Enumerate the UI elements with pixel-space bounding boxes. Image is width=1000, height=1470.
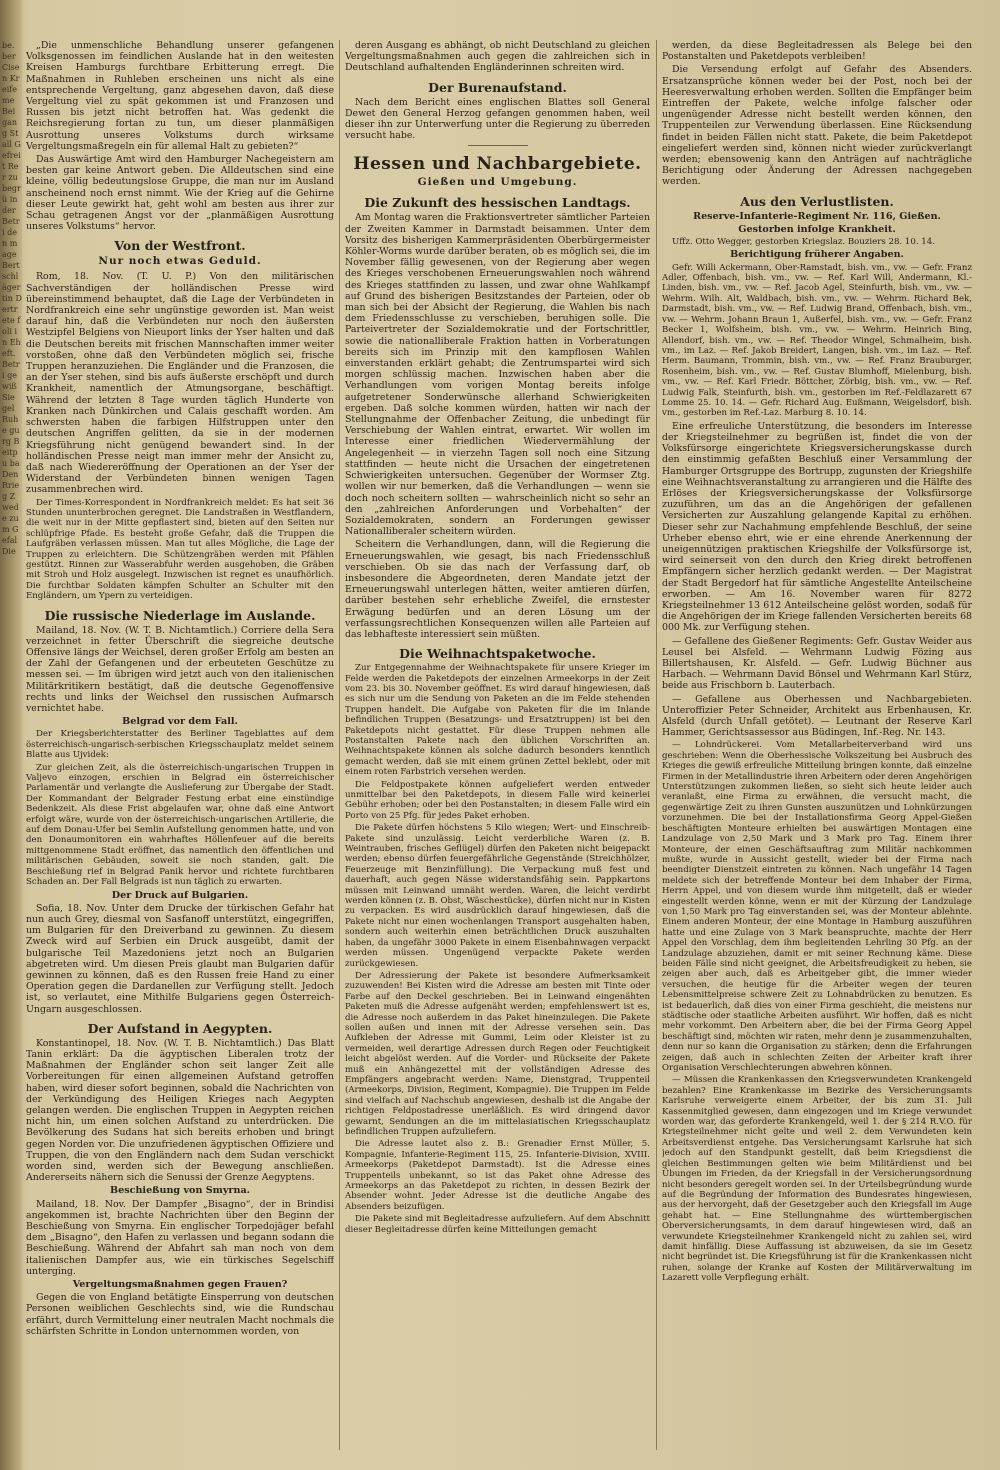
paragraph: „Die unmenschliche Behandlung unserer gefangenen Volksgenossen im feindlichen Auslande hat in den weitesten Kreisen Hamburgs furchtbare Erbitterung erregt. Die Maßnahmen in Ruhleben erscheinen uns nicht als eine entsprechende Vergeltung, ganz abgesehen davon, daß diese Vergeltung viel zu spät gekommen ist und Franzosen und Russen bis jetzt nicht betroffen hat. Was gedenkt die Reichsregierung fortan zu tun, um dieser planmäßigen Ausrottung unseres Volkstums durch wirksame Vergeltungsmaßregeln ein für allemal Halt zu gebieten?“ (26, 40, 334, 152)
column-1 (26, 40, 334, 1460)
paragraph: Zur Entgegennahme der Weihnachtspakete für unsere Krieger im Felde werden die Paketdepots der einzelnen Armeekorps in der Zeit vom 23. bis 30. November geöffnet. Es wird darauf hingewiesen, daß es sich nur um die Sendung von Paketen an die im Felde stehenden Truppen handelt. Die Aufgabe von Paketen für die im Inlande befindlichen Truppen (Besatzungs- und Ersatztruppen) ist bei den Paketdepots nicht gestattet. Für diese Truppen nehmen alle Postanstalten Pakete nach den üblichen Vorschriften an. Weihnachtspakete können als solche dadurch besonders kenntlich gemacht werden, daß sie mit einem grünen Zettel beklebt, oder mit einem roten Farbstrich versehen werden. (345, 663, 650, 778)
subheadline-regiment: Reserve-Infanterie-Regiment Nr. 116, Gießen. (693, 210, 941, 222)
paragraph: — Gefallene aus Oberhessen und Nachbargebieten. Unteroffizier Peter Schneider, Architekt aus Erbenhausen, Kr. Alsfeld (durch Unfall getötet). — Leutnant der Reserve Karl Hammer, Gerichtsassessor aus Büdingen, Inf.-Reg. Nr. 143. (662, 693, 972, 739)
paragraph: Gefr. Willi Ackermann, Ober-Ramstadt, bish. vm., vw. — Gefr. Franz Adler, Offenbach, bish. vm., vw. — Ref. Karl Will, Andermann, Kl.-Linden, bish. vm., vw. — Ref. Jacob Agel, Steinfurth, bish. vm., vw. — Wehrm. Wilh. Alt, Waldbach, bish. vm., vw. — Wehrm. Richard Bek, Darmstadt, bish. vm., vw. — Ref. Ludwig Brand, Offenbach, bish. vm., vw. — Wehrm. Johann Braun 1, Außerfel, bish. vm., vw. — Gefr. Franz Becker 1, Wolfsheim, bish. vm., vw. — Wehrm. Heinrich Bing, Allendorf, bish. vm., vw. — Ref. Theodor Wingel, Schmalheim, bish. vm., im Laz. — Ref. Jakob Breidert, Langen, bish. vm., im Laz. — Ref. Herm. Baumann, Trommin, bish. vm., vw. — Ref. Franz Brauburger, Rosenheim, bish. vm., vw. — Ref. Gustav Blumhoff, Mielenburg, bish. vm., vw. — Ref. Karl Friedr. Böttcher, Zörbig, bish. vm., vw. — Ref. Ludwig Falk, Steinfurth, bish. vm., gestorben im Ref.-Feldlazarett 67 Lomme 25. 10. 14. — Gefr. Richard Aug. Eußmann, Weigelsdorf, bish. vm., gestorben im Ref.-Laz. Marburg 8. 10. 14. (662, 262, 972, 419)
paragraph: — Lohndrückerei. Vom Metallarbeiterverband wird uns geschrieben: Wenn die Oberhessische Volkszeitung bei Ausbruch des Krieges die gewiß erfreuliche Mitteilung bringen konnte, daß einzelne Firmen in der Metallindustrie ihren Arbeitern oder deren Angehörigen Unterstützungen zukommen ließen, so sieht sich heute leider auch veranlaßt, eine Firma zu erwähnen, die versucht macht, die gegenwärtige Zeit zu ihren Gunsten auszunützen und Lohnkürzungen vorzunehmen. Die bei der Installationsfirma Georg Appel-Gießen beschäftigten Monteure erhielten bei auswärtigen Montagen eine Landzulage von 2,50 Mark und 3 Mark pro Tag. Einem ihrer Monteure, der einen Geschäftsauftrag zum Militär nachkommen mußte, wurde in Aussicht gestellt, wieder bei der Firma nach beendigter Dienstzeit eintreten zu können. Nach ungefähr 14 Tagen meldete sich der betreffende Monteur bei dem Inhaber der Firma, Herrn Appel, und von diesem wurde ihm mitgeteilt, daß er wieder eingestellt werden könne, wenn er mit der Kürzung der Landzulage von 1,50 Mark pro Tag einverstanden sei, was der Monteur ablehnte. Einem anderen Monteur, der eine Montage in Hamburg auszuführen hatte und eine Zulage von 3 Mark beanspruchte, machte der Herr Appel den Vorschlag, dem ihm begleitenden Lehrling 30 Pfg. an der Landzulage abzuziehen, damit er mit seiner Rechnung käme. Diese beiden Fälle sind nicht geeignet, die Arbeitsfreudigkeit zu heben, sie zeigen aber auch, daß es Arbeitgeber gibt, die immer wieder versuchen, die heutige für die Arbeiter wegen der teuren Lebensmittelpreise schwere Zeit zu Lohnabdrücken zu benutzen. Es ist bedauerlich, daß dies von einer Firma geschieht, die meistens nur städtische oder staatliche Arbeiten ausführt. Wir hoffen, daß es nicht mehr vorkommt. Den Arbeitern aber, die bei der Firma Georg Appel beschäftigt sind, möchten wir raten, mehr denn je zusammenzuhalten, denn nur so kann die Organisation zu stärken; denn die Erfahrungen zeigen, daß auch in schlechten Zeiten der Arbeiter kraft ihrer Organisation Verschlechterungen abwehren können. (662, 740, 972, 1074)
paragraph: Der Adressierung der Pakete ist besondere Aufmerksamkeit zuzuwenden! Bei Kisten wird die Adresse am besten mit Tinte oder Farbe auf den Deckel geschrieben. Bei in Leinwand eingenähten Paketen muß die Adresse aufgenäht werden; empfehlenswert ist es, die Adresse noch außerdem in das Paket hineinzulegen. Die Pakete sollen außen und innen mit der Adresse versehen sein. Das Aufkleben der Adresse mit Gummi, Leim oder Kleister ist zu vermeiden, weil derartige Adressen durch Regen oder Feuchtigkeit leicht abgelöst werden. Auf die Vorder- und Rückseite der Pakete muß ein Anhängezettel mit der vollständigen Adresse des Empfängers angebracht werden: Name, Dienstgrad, Truppenteil (Armeekorps, Division, Regiment, Kompagnie). Die Truppen im Felde sind vielfach auf Nachschub angewiesen, deshalb ist die Angabe der richtigen Feldpostadresse unerläßlich. Es wird dringend davor gewarnt, Sendungen an die im mittelasiatischen Kriegsschauplatz befindlichen Truppen aufzuliefern. (345, 970, 650, 1138)
subheadline-died-illness: Gestorben infolge Krankheit. (738, 223, 896, 235)
paragraph: — Müssen die Krankenkassen den Kriegsverwundeten Krankengeld bezahlen? Eine Krankenkasse im Bezirke des Versicherungsamts Karlsruhe verweigerte einem Arbeiter, der bis zum 31. Juli Kassenmitglied gewesen, dann eingezogen und im Kriege verwundet worden war, das geforderte Krankengeld, weil 1. der § 214 R.V.O. für Kriegsteilnehmer nicht gelte und weil 2. dem Verwundeten kein Arbeitsverdienst entgehe. Das Versicherungsamt Karlsruhe hat sich jedoch auf den Standpunkt gestellt, daß beim Kriegsdienst die gleichen Bestimmungen gelten wie beim Militärdienst und bei Übungen im Frieden, da der Kriegsfall in der Versicherungsordnung nicht besonders geregelt worden sei. In der Urteilsbegründung wurde auf die Begründung der Information des Bundesrates hingewiesen, aus der hervorgeht, daß der Gesetzgeber auch den Kriegsfall im Auge gehabt hat. — Eine Stellungnahme des württembergischen Oberversicherungsamts, in dem darauf hingewiesen wird, daß an verwundete Kriegsteilnehmer Krankengeld nicht zu zahlen sei, wird damit hinfällig. Diese Auffassung ist abzuweisen, da sie im Gesetz nicht begründet ist. Die Kriegsführung ist für die Krankenkassen nicht ruhen, solange der Kranke auf Kosten der Militärverwaltung im Lazarett volle Verpflegung erhält. (662, 1075, 972, 1284)
paragraph: Uffz. Otto Wegger, gestorben Kriegslaz. Bouziers 28. 10. 14. (672, 237, 935, 248)
paragraph: Zur gleichen Zeit, als die österreichisch-ungarischen Truppen in Valjevo einzogen, erschien in Belgrad ein österreichischer Parlamentär und verlangte die Auslieferung zur Übergabe der Stadt. Der Kommandant der Belgrader Festung erbat eine einstündige Bedenkzeit. Als diese Frist abgelaufen war, ohne daß eine Antwort erfolgt wäre, wurde von der österreichisch-ungarischen Artillerie, die auf dem Donau-Ufer bei Semlin Aufstellung genommen hatte, und von den Donaumonitoren ein wahrhaftes Höllenfeuer auf die bereits mittgenommene Stadt eröffnet, das namentlich den öffentlichen und militärischen Gebäuden, soweit sie noch standen, galt. Die Beschießung rief in Belgrad Panik hervor und richtete furchtbaren Schaden an. Der Fall Belgrads ist nun täglich zu erwarten. (26, 762, 334, 888)
binding-edge (0, 0, 22, 1470)
column-rule-1 (339, 40, 340, 1450)
subheadline-westfront: Nur noch etwas Geduld. (98, 255, 262, 268)
headline-belgrade: Belgrad vor dem Fall. (122, 716, 238, 728)
paragraph: Die Pakete dürfen höchstens 5 Kilo wiegen; Wert- und Einschreib-Pakete sind unzulässig. Leicht verderbliche Waren (z. B. Weintrauben, frisches Geflügel) dürfen den Paketen nicht beigepackt werden; ebenso dürfen feuergefährliche Gegenstände (Streichhölzer, Feuerzeuge mit Benzinfüllung). Die Verpackung muß fest und dauerhaft, auch gegen Nässe widerstandsfähig sein. Pappkartons müssen mit Leinwand umnäht werden. Waren, die leicht verdirbt werden können (z. B. Obst, Wäschestücke), dürfen nicht nur in Kisten zu verpacken. Es wird ausdrücklich darauf hingewiesen, daß die Pakete nicht nur einen wochenlangen Transport ausgehalten haben, sondern auch weiterhin einen beträchtlichen Druck auszuhalten haben, da ungefähr 3000 Pakete in einem Eisenbahnwagen verpackt werden müssen. Ungenügend verpackte Pakete werden zurückgewiesen. (345, 823, 650, 969)
paragraph: Mailand, 18. Nov. Der Dampfer „Bisagno“, der in Brindisi angekommen ist, brachte Nachrichten über den Beginn der Beschießung von Smyrna. Ein englischer Torpedojäger befahl dem „Bisagno“, den Hafen zu verlassen und begann sodann die Beschießung. Während der Abfahrt sah man noch von dem italienischen Dampfer aus, wie ein türkisches Segelschiff unterging. (26, 1198, 334, 1277)
paragraph: Nach dem Bericht eines englischen Blattes soll General Dewet den General Herzog gefangen genommen haben, weil dieser ihn zur Unterwerfung unter die Regierung zu überreden versucht habe. (345, 96, 650, 142)
headline-casualty-lists: Aus den Verlustlisten. (740, 193, 894, 209)
headline-women: Vergeltungsmaßnahmen gegen Frauen? (72, 1279, 288, 1290)
paragraph: Mailand, 18. Nov. (W. T. B. Nichtamtlich.) Corriere della Sera verzeichnet in fetter Überschrift die siegreiche deutsche Offensive längs der Weichsel, deren großer Erfolg am besten an der Zahl der Gefangenen und der erbeuteten Geschütze zu messen sei. — Im übrigen wird jetzt auch von den italienischen Militärkritikern bestätigt, daß die deutsche Gegenoffensive rechts und links der Weichsel den russischen Aufmarsch vernichtet habe. (26, 624, 334, 714)
headline-westfront: Von der Westfront. (114, 238, 246, 254)
headline-egypt: Der Aufstand in Aegypten. (87, 1020, 273, 1036)
paragraph: Gegen die von England betätigte Einsperrung von deutschen Personen weiblichen Geschlechts sind, wie die Rundschau erfährt, durch Vermittelung einer neutralen Macht nochmals die schärfsten Schritte in London unternommen worden, von (26, 1292, 334, 1337)
headline-landtag: Die Zukunft des hessischen Landtags. (364, 195, 631, 211)
paragraph: Die Versendung erfolgt auf Gefahr des Absenders. Ersatzansprüche können weder bei der Post, noch bei der Heeresverwaltung erhoben werden. Sollten die Empfänger beim Eintreffen der Pakete, welche infolge falscher oder ungenügender Adresse nicht bestellt werden können, den Truppenteilen zur Verwendung überlassen. Eine Rücksendung findet in beiden Fällen nicht statt. Pakete, die beim Paketdepot eingeliefert werden sind, können nicht wieder zurückverlangt werden; ebensowenig kann den Anträgen auf nachträgliche Berichtigung oder Änderung der Adressen nachgegeben werden. (662, 64, 972, 188)
section-subheadline-giessen: Gießen und Umgebung. (417, 176, 578, 189)
paragraph: Die Adresse lautet also z. B.: Grenadier Ernst Müller, 5. Kompagnie, Infanterie-Regiment 115, 25. Infanterie-Division, XVIII. Armeekorps (Paketdepot Darmstadt). Ist die Adresse eines Truppenteils unbekannt, so ist das Paket ohne Adresse des Armeekorps an das Paketdepot zu richten, in dessen Bezirk der Absender wohnt. Jeder Adresse ist die deutliche Angabe des Absenders beizufügen. (345, 1139, 650, 1212)
paragraph: Eine erfreuliche Unterstützung, die besonders im Interesse der Kriegsteilnehmer zu begrüßen ist, findet die von der Volksfürsorge eingerichtete Kriegsversicherungskasse durch den einstimmig gefaßten Beschluß einer Versammlung der Hamburger Ortsgruppe des Bortrupp, zugunsten der Kriegshilfe eine Weihnachtsveranstaltung zu arrangieren und die Hälfte des Erlöses der Kriegsversicherungskasse der Volksfürsorge zuzuführen, um das an die Angehörigen der gefallenen Versicherten zur Auszahlung gelangende Kapital zu erhöhen. Dieser sehr zur Nachahmung empfehlende Beschluß, der seine Urheber ebenso ehrt, wie er eine ehrende Anerkennung der uneigennützigen praktischen Kriegshilfe der Volksfürsorge ist, wird seinerseit von den durch den Krieg direkt betroffenen Empfängern sicher herzlich gedankt werden. — Der Magistrat der Stadt Bergedorf hat für sämtliche Angestellte Anteilscheine erworben. — Am 16. November waren für 8272 Kriegsteilnehmer 13 612 Anteilscheine gelöst worden, sodaß für die Angehörigen der im Kriege fallenden Versicherten bereits 68 000 Mk. zur Verfügung stehen. (662, 420, 972, 634)
headline-smyrna: Beschießung von Smyrna. (110, 1185, 250, 1197)
paragraph: werden, da diese Begleitadressen als Belege bei den Postanstalten und Paketdepots verbleiben! (662, 40, 972, 63)
paragraph: Der Times-Korrespondent in Nordfrankreich meldet: Es hat seit 36 Stunden ununterbrochen geregnet. Die Landstraßen in Westflandern, die weit nur in der Mitte gepflastert sind, bieten auf den Seiten nur schlüpfrige Pfade. Es besteht große Gefahr, daß die Truppen die Laufgräben verlassen müssen. Man tut alles Mögliche, die Lage der Truppen zu erleichtern. Die Schützengräben werden mit Pfählen gestützt. Rinnen zur Wasserabfuhr werden ausgehoben, die Gräben mit Stroh und Holz ausgelegt. Inzwischen ist regnet es unaufhörlich. Die furchtbar Soldaten kämpfen Schulter an Schulter mit den Engländern, um Ypern zu verteidigen. (26, 497, 334, 602)
subheadline-corrections: Berichtigung früherer Angaben. (730, 249, 904, 261)
headline-bulgaria: Der Druck auf Bulgarien. (111, 889, 249, 901)
paragraph: Die Feldpostpakete können aufgeliefert werden entweder unmittelbar bei den Paketdepots, in diesem Falle wird keinerlei Gebühr erhoben; oder bei den Postanstalten; in diesem Falle wird ein Porto von 25 Pfg. für jedes Paket erhoben. (345, 779, 650, 821)
paragraph: Scheitern die Verhandlungen, dann, will die Regierung die Erneuerungswahlen, wie gesagt, bis nach Friedensschluß verschieben. Ob sie das nach der Verfassung darf, ob insbesondere die Abgeordneten, deren Mandate jetzt der Erneuerungswahl unterlegen hätten, weiter amtieren dürfen, darüber bestehen sehr erhebliche Zweifel, die ernstester Erwägung bedürfen und an deren Lösung um der verfassungsrechtlichen Konsequenzen willen alle Parteien auf das lebhafteste interessiert sein müßten. (345, 539, 650, 640)
paragraph: Das Auswärtige Amt wird den Hamburger Nachegeistern am besten gar keine Antwort geben. Die Alldeutschen sind eine kleine, völlig bedeutungslose Gruppe, die man nur im Ausland anscheinend noch ernst nimmt. Wie der Krieg auf die Gehirne dieser Leute gewirkt hat, geht wohl am besten aus ihrer zur Schau getragenen Angst vor der „planmäßigen Ausrottung unseres Volkstums“ hervor. (26, 154, 334, 233)
column-rule-2 (656, 40, 657, 1450)
column-2 (345, 40, 650, 1460)
paragraph: deren Ausgang es abhängt, ob nicht Deutschland zu gleichen Vergeltungsmaßnahmen auch gegen die zahlreichen sich in Deutschland aufhaltenden Engländerinnen schreiten wird. (345, 40, 650, 74)
paragraph: Der Kriegsberichterstatter des Berliner Tageblattes auf dem österreichisch-ungarisch-serbischen Kriegsschauplatz meldet seinem Blatte aus Ujvidek: (26, 729, 334, 761)
paragraph: Am Montag waren die Fraktionsvertreter sämtlicher Parteien der Zweiten Kammer in Darmstadt beisammen. Unter dem Vorsitz des bisherigen Kammerpräsidenten Oberbürgermeister Köhler-Worms wurde darüber beraten, ob es möglich sei, die im November fällig gewesenen, von der Regierung aber wegen des Krieges verschobenen Erneuerungswahlen noch während des Krieges stattfinden zu lassen, und zwar ohne Wahlkampf auf Grund des bisherigen Besitzstandes der Parteien, oder ob man sich bei der Absicht der Regierung, die Wahlen bis nach dem Friedensschlusse zu verschieben, beruhigen solle. Die Parteivertreter der Sozialdemokratie und der Fortschrittler, sowie die nationalliberale Fraktion hatten in Vorberatungen bereits sich im Prinzip mit den kampflosen Wahlen einverstanden erklärt gehabt; die Zentrumspartei wird sich morgen schlüssig machen. Inzwischen haben aber die Verhandlungen vom vorigen Montag bereits infolge aufgetretener Sonderwünsche allerhand Schwierigkeiten ergeben. Daß solche kommen würden, hatten wir nach der Stellungnahme der Offenbacher Zeitung, die unbedingt für Verschiebung der Wahlen eintrat, erwartet. Wir wollen im Interesse einer friedlichen Wiedervermählung der Angelegenheit — in vierzehn Tagen soll noch eine Sitzung stattfinden — heute nicht die Ursachen der eingetretenen Schwierigkeiten untersuchen. Gegenüber der Wormser Ztg. wollen wir nur bemerken, daß die Verhandlungen — wenn sie doch noch scheitern sollten — wahrscheinlich nicht so sehr an den „zahlreichen Anforderungen und Vorbehalten“ der Sozialdemokraten, sondern an Forderungen gewisser Nationalliberaler scheitern würden. (345, 212, 650, 538)
paragraph: Sofia, 18. Nov. Unter dem Drucke der türkischen Gefahr hat nun auch Grey, diesmal von Sasfanoff unterstützt, eingegriffen, um Bulgarien für den Dreiverband zu gewinnen. Zu diesem Zweck wird auf Serbien ein Druck ausgeübt, damit der bulgarische Teil Mazedoniens jetzt noch an Bulgarien abgetreten wird. Um diesen Preis glaubt man Bulgarien dafür gewinnen zu können, daß es den Russen freie Hand zu einer Operation gegen die Dardanellen zur Verfügung stellt. Jedoch ist, so verlautet, eine Mithilfe Bulgariens gegen Österreich-Ungarn ausgeschlossen. (26, 902, 334, 1015)
spine-text: be. ber Cisen Kreife me Bei gang Stall Gefreit Rer zu begrü in der Betri den mage Bertschläger tin Dertrete foli in Eheft. Betri gewiß Sie gel Ruhe gurg Beitpu ba Den Rrieg Zwede zum Gefal Die (2, 41, 22, 556)
column-3 (662, 40, 972, 1460)
paragraph: Rom, 18. Nov. (T. U. P.) Von den militärischen Sachverständigen der holländischen Presse wird übereinstimmend behauptet, daß die Lage der Verbündeten in Nordfrankreich eine sehr ungünstige geworden ist. Man weist darauf hin, daß die Verbündeten nur noch den äußersten Westzipfel Belgiens von Nieuport links der Yser halten und daß die Deutschen bereits mit frischen Mannschaften immer weiter vorstoßen, ohne daß den Verbündeten möglich sei, frische Truppen heranzuziehen. Die Engländer und die Franzosen, die an der Yser stehen, sind bis aufs äußerste erschöpft und durch Krankheit, namentlich der Atmungsorgane, beschäftigt. Während der letzten 8 Tage wurden täglich Hunderte von Kranken nach Dünkirchen und Calais geschafft worden. Am schwersten haben die farbigen Hilfstruppen unter den deutschen Angriffen gelitten, da sie in der modernen Kriegsführung nicht genügend bewandert sind. In der holländischen Presse neigt man immer mehr der Ansicht zu, daß nach Wiedereröffnung der Operationen an der Yser der Widerstand der Verbündeten binnen wenigen Tagen zusammenbrechen wird. (26, 271, 334, 496)
section-headline-hessen: Hessen und Nachbargebiete. (353, 154, 642, 175)
divider (468, 145, 528, 146)
headline-boer-uprising: Der Burenaufstand. (428, 79, 567, 95)
paragraph: Die Pakete sind mit Begleitadresse aufzuliefern. Auf dem Abschnitt dieser Begleitadresse dürfen keine Mitteilungen gemacht (345, 1214, 650, 1235)
paragraph: Konstantinopel, 18. Nov. (W. T. B. Nichtamtlich.) Das Blatt Tanin erklärt: Da die ägyptischen Liberalen trotz der Maßnahmen der Engländer schon seit langer Zeit alle Vorbereitungen für einen allgemeinen Aufstand getroffen haben, wird dieser sofort beginnen, sobald die Nachrichten von der Verkündigung des Heiligen Krieges nach Aegypten gelangen werden. Die englischen Truppen in Aegypten reichen nicht hin, um einen solchen Aufstand zu unterdrücken. Die Bevölkerung des Sudans hat sich bereits erhoben und bringt gegen Norden vor. Die unzufriedenen ägyptischen Offiziere und Truppen, die von den Engländern nach dem Sudan verschickt worden sind, werden sich der Bewegung anschließen. Andererseits nähern sich die Senussi der Grenze Aegyptens. (26, 1037, 334, 1184)
headline-christmas-parcels: Die Weihnachtspaketwoche. (399, 646, 596, 662)
paragraph: — Gefallene des Gießener Regiments: Gefr. Gustav Weider aus Leusel bei Alsfeld. — Wehrmann Ludwig Fözing aus Billertshausen, Kr. Alsfeld. — Gefr. Ludwig Büchner aus Harbach. — Wehrmann David Bönsel und Wehrmann Karl Stürz, beide aus Frischborn b. Lauterbach. (662, 635, 972, 692)
headline-russian-defeat: Die russische Niederlage im Auslande. (44, 607, 316, 623)
